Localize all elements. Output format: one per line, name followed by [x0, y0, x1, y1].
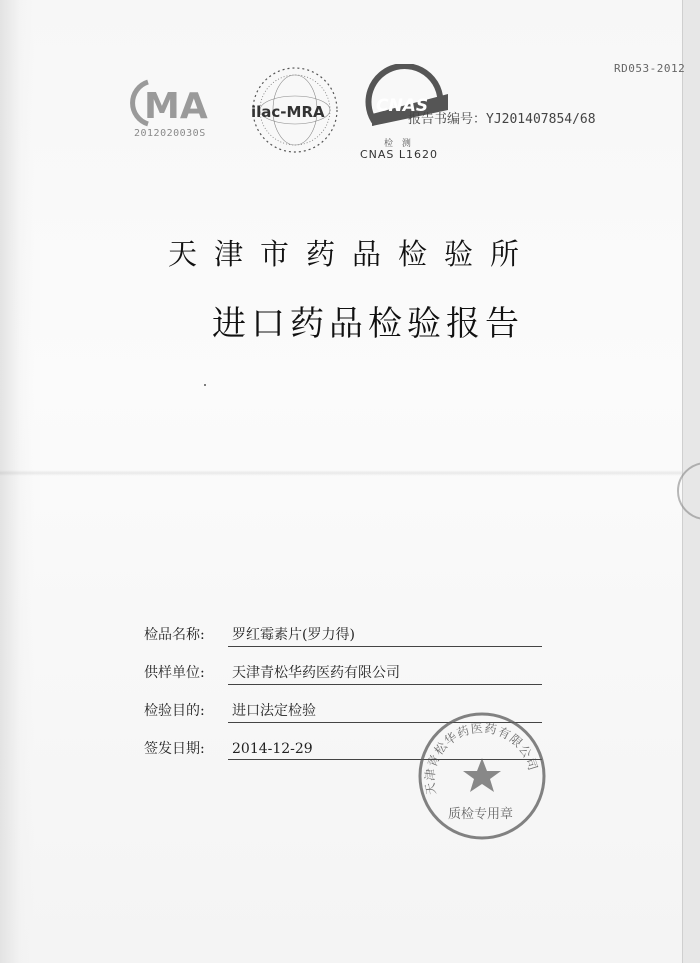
report-title: 进口药品检验报告 [212, 304, 524, 344]
cma-mark-text: MA [144, 86, 208, 127]
institute-name: 天津市药品检验所 [168, 237, 537, 271]
cnas-text: CNAS [376, 96, 429, 116]
seal-bottom-text: 质检专用章 [448, 807, 514, 822]
seal-company-text: 天津青松华药医药有限公司 [422, 720, 541, 796]
ilac-mra-logo-icon [246, 62, 344, 158]
field-sample-name [144, 624, 542, 647]
paper-speck [204, 384, 206, 386]
form-code: RD053-2012 [614, 62, 686, 75]
cma-number: 2012020030S [134, 128, 206, 139]
field-supplier [144, 662, 542, 685]
page-left-shadow [0, 0, 34, 963]
company-seal-icon [414, 708, 550, 844]
report-number: 报告书编号：YJ201407854/68 [408, 112, 596, 127]
page-fold-line [0, 470, 700, 476]
field-value: 进口法定检验 [228, 700, 542, 723]
cnas-accreditation: CNAS L1620 [360, 148, 439, 161]
partial-seal-icon [676, 456, 700, 526]
field-label: 供样单位: [144, 665, 205, 681]
field-value: 2014-12-29 [228, 741, 542, 760]
field-value: 天津青松华药医药有限公司 [228, 662, 542, 685]
field-value: 罗红霉素片(罗力得) [228, 624, 542, 647]
ilac-text: ilac-MRA [251, 103, 325, 121]
field-label: 检品名称: [144, 627, 205, 643]
cnas-sublabel: 检 测 [384, 139, 414, 149]
field-label: 检验目的: [144, 703, 205, 719]
field-label: 签发日期: [144, 741, 205, 757]
